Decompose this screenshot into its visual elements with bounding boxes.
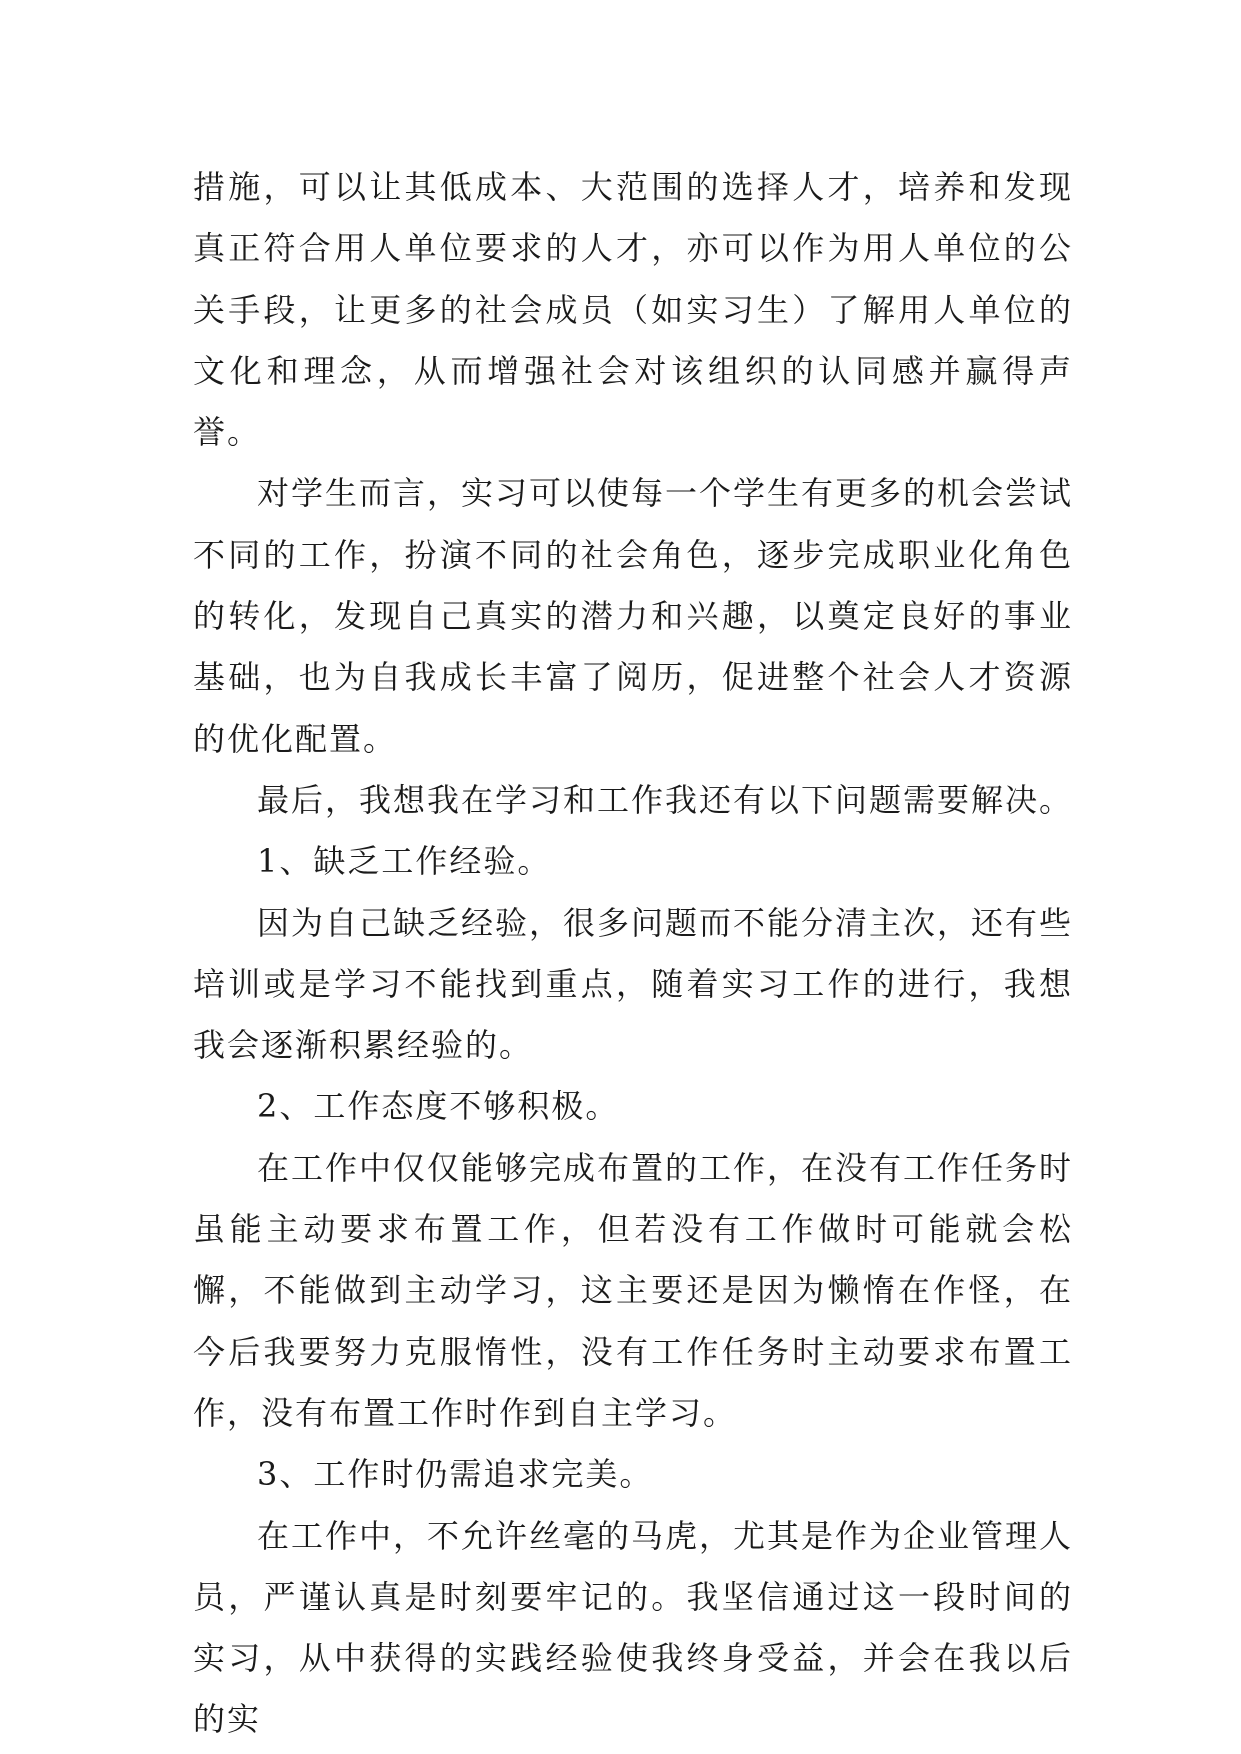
- paragraph-item-3-detail: 在工作中，不允许丝毫的马虎，尤其是作为企业管理人员，严谨认真是时刻要牢记的。我坚信通过这一段时间的实习，从中获得的实践经验使我终身受益，并会在我以后的实: [193, 1516, 1074, 1739]
- document-body: [193, 157, 1073, 1751]
- paragraph-item-2-detail: 在工作中仅仅能够完成布置的工作，在没有工作任务时虽能主动要求布置工作，但若没有工作做时可能就会松懈，不能做到主动学习，这主要还是因为懒惰在作怪，在今后我要努力克服惰性，没有工作任务时主动要求布置工作，没有布置工作时作到自主学习。: [193, 1148, 1074, 1432]
- heading-item-3: 3、工作时仍需追求完美。: [257, 1455, 654, 1494]
- paragraph-problems-intro: 最后，我想我在学习和工作我还有以下问题需要解决。: [257, 780, 1074, 819]
- paragraph-continuation: 措施，可以让其低成本、大范围的选择人才，培养和发现真正符合用人单位要求的人才，亦可以作为用人单位的公关手段，让更多的社会成员（如实习生）了解用人单位的文化和理念，从而增强社会对该组织的认同感并赢得声誉。: [193, 168, 1073, 452]
- paragraph-item-1-detail: 因为自己缺乏经验，很多问题而不能分清主次，还有些培训或是学习不能找到重点，随着实习工作的进行，我想我会逐渐积累经验的。: [193, 903, 1074, 1065]
- heading-item-2: 2、工作态度不够积极。: [257, 1087, 620, 1126]
- heading-item-1: 1、缺乏工作经验。: [257, 842, 552, 881]
- paragraph-students-internship: 对学生而言，实习可以使每一个学生有更多的机会尝试不同的工作，扮演不同的社会角色，逐步完成职业化角色的转化，发现自己真实的潜力和兴趣，以奠定良好的事业基础，也为自我成长丰富了阅历，促进整个社会人才资源的优化配置。: [193, 474, 1074, 758]
